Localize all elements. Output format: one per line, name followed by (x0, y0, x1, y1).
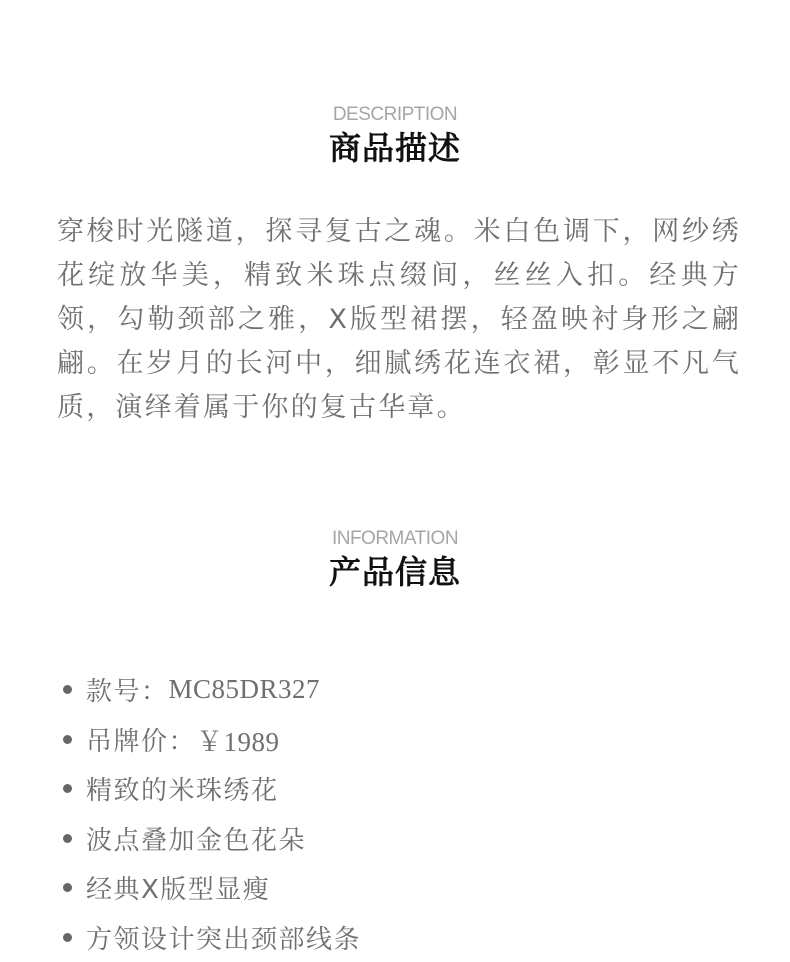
bullet-dot-icon (63, 883, 72, 892)
info-label: 波点叠加金色花朵 (86, 820, 306, 857)
description-header (0, 104, 790, 168)
info-item-feature (60, 764, 760, 814)
bullet-dot-icon (63, 735, 72, 744)
info-item-style-number (60, 665, 760, 715)
description-eyebrow: DESCRIPTION (0, 104, 790, 126)
bullet-dot-icon (63, 784, 72, 793)
info-label: 精致的米珠绣花 (86, 770, 279, 807)
bullet-dot-icon (63, 834, 72, 843)
info-item-tag-price (60, 715, 760, 765)
info-item-feature (60, 913, 760, 962)
info-label: 方领设计突出颈部线条 (86, 919, 361, 956)
info-item-feature (60, 814, 760, 864)
info-label: 款号： (86, 671, 169, 708)
info-value: ￥1989 (196, 720, 280, 759)
description-title: 商品描述 (0, 128, 790, 168)
description-body: 穿梭时光隧道，探寻复古之魂。米白色调下，网纱绣花绽放华美，精致米珠点缀间，丝丝入扣。经典方领，勾勒颈部之雅，X版型裙摆，轻盈映衬身形之翩翩。在岁月的长河中，细腻绣花连衣裙，彰显不凡气质，演绎着属于你的复古华章。 (57, 210, 741, 430)
info-value: MC85DR327 (169, 674, 321, 705)
info-label: 经典X版型显瘦 (86, 869, 270, 906)
information-header (0, 528, 790, 592)
info-label: 吊牌价： (86, 721, 196, 758)
bullet-dot-icon (63, 933, 72, 942)
information-eyebrow: INFORMATION (0, 528, 790, 550)
product-info-list (60, 665, 760, 962)
bullet-dot-icon (63, 685, 72, 694)
information-title: 产品信息 (0, 552, 790, 592)
info-item-feature (60, 863, 760, 913)
